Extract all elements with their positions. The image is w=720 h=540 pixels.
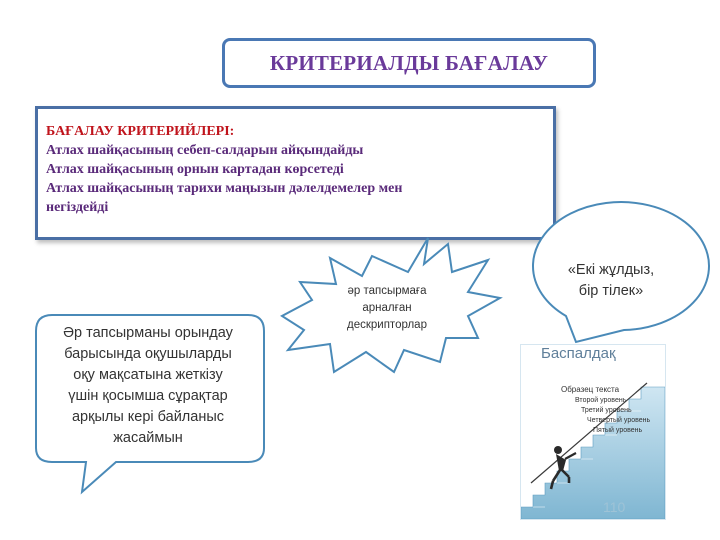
right-bubble-text: «Екі жұлдыз, бір тілек» [567, 262, 655, 299]
criteria-line: негіздейді [46, 200, 109, 215]
starburst-text: әр тапсырмаға арналған дескрипторлар [347, 285, 427, 331]
thumbnail-title: Баспалдақ [541, 345, 616, 362]
thumbnail-bullet: Третий уровень [581, 407, 632, 414]
thumbnail-bullet: Второй уровень [575, 397, 627, 404]
left-bubble-text: Әр тапсырманы орындау барысында оқушыларды оқу мақсатына жеткізу үшін қосымша сұрақтар арқылы кері байланыс жасаймын [63, 325, 233, 446]
criteria-line: Атлах шайқасының орнын картадан көрсетеді [46, 162, 344, 177]
thumbnail-bullet: Образец текста [561, 385, 620, 394]
slide-thumbnail [520, 344, 666, 520]
thumbnail-slide-number: 110 [603, 499, 626, 515]
criteria-heading: БАҒАЛАУ КРИТЕРИЙЛЕРІ: [46, 124, 235, 139]
criteria-line: Атлах шайқасының тарихи маңызын дәлелдемелер мен [46, 181, 403, 196]
thumbnail-bullet: Пятый уровень [593, 427, 643, 434]
criteria-line: Атлах шайқасының себеп-салдарын айқындайды [46, 143, 364, 158]
thumbnail-bullet: Четвертый уровень [587, 417, 651, 424]
page-title: КРИТЕРИАЛДЫ БАҒАЛАУ [269, 50, 549, 75]
